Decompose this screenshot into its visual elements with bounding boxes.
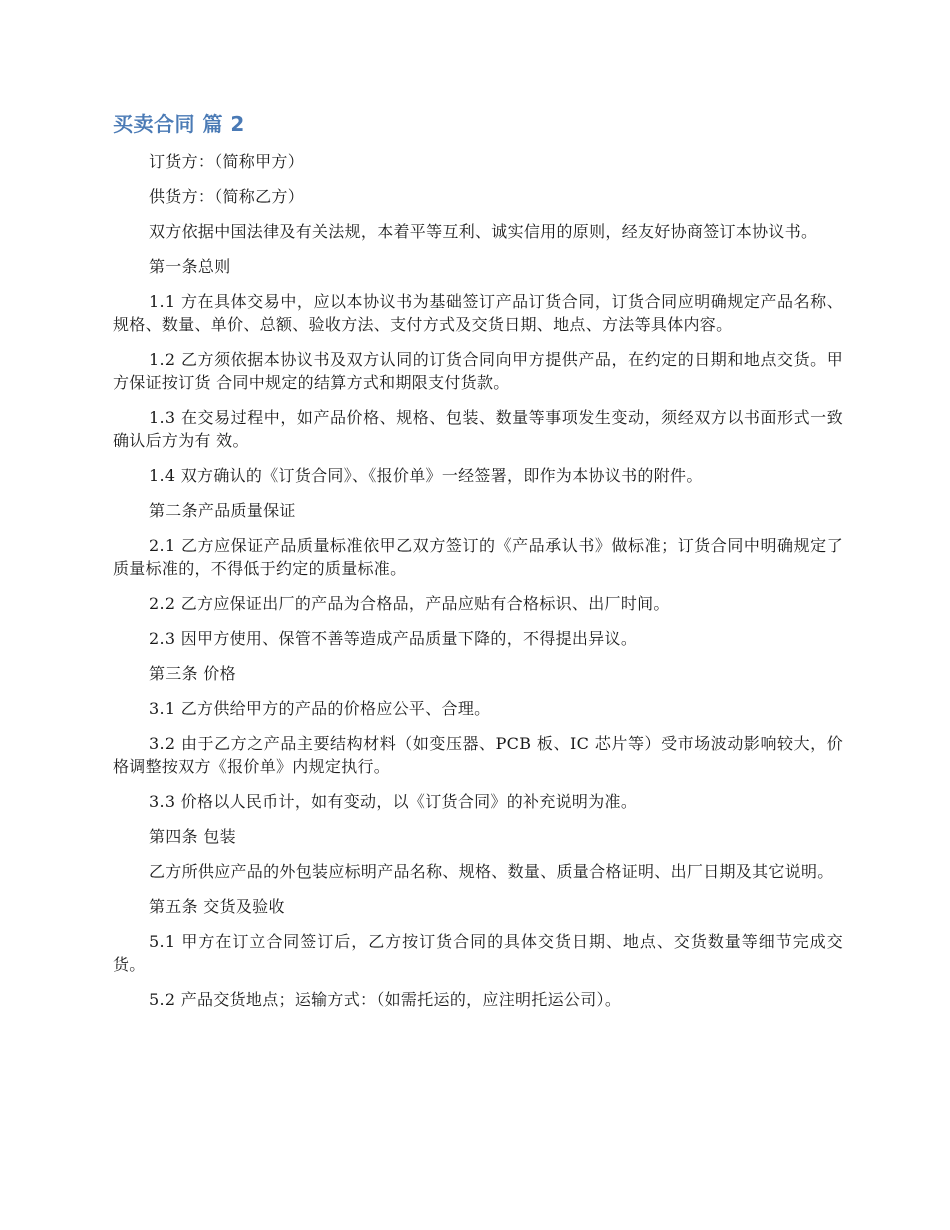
clause-3-2: 3.2 由于乙方之产品主要结构材料（如变压器、PCB 板、IC 芯片等）受市场波动影响较大，价格调整按双方《报价单》内规定执行。 xyxy=(113,734,843,776)
preamble-paragraph: 双方依据中国法律及有关法规，本着平等互利、诚实信用的原则，经友好协商签订本协议书。 xyxy=(149,222,818,241)
article-2-heading: 第二条产品质量保证 xyxy=(149,501,296,520)
orderer-line: 订货方：（简称甲方） xyxy=(149,152,305,171)
document-page xyxy=(113,110,843,1023)
clause-3-3: 3.3 价格以人民币计，如有变动，以《订货合同》的补充说明为准。 xyxy=(149,792,638,811)
clause-2-1: 2.1 乙方应保证产品质量标准依甲乙双方签订的《产品承认书》做标准；订货合同中明确规定了质量标准的，不得低于约定的质量标准。 xyxy=(113,536,843,578)
clause-1-3: 1.3 在交易过程中，如产品价格、规格、包装、数量等事项发生变动，须经双方以书面形式一致确认后方为有 效。 xyxy=(113,408,843,450)
clause-5-1: 5.1 甲方在订立合同签订后，乙方按订货合同的具体交货日期、地点、交货数量等细节完成交货。 xyxy=(113,932,843,974)
clause-2-2: 2.2 乙方应保证出厂的产品为合格品，产品应贴有合格标识、出厂时间。 xyxy=(149,594,670,613)
article-1-heading: 第一条总则 xyxy=(149,257,231,276)
clause-3-1: 3.1 乙方供给甲方的产品的价格应公平、合理。 xyxy=(149,699,491,718)
packaging-paragraph: 乙方所供应产品的外包装应标明产品名称、规格、数量、质量合格证明、出厂日期及其它说明。 xyxy=(149,862,834,881)
clause-5-2: 5.2 产品交货地点；运输方式：（如需托运的，应注明托运公司）。 xyxy=(149,990,622,1009)
clause-1-2: 1.2 乙方须依据本协议书及双方认同的订货合同向甲方提供产品，在约定的日期和地点交货。甲方保证按订货 合同中规定的结算方式和期限支付货款。 xyxy=(113,350,843,392)
clause-2-3: 2.3 因甲方使用、保管不善等造成产品质量下降的，不得提出异议。 xyxy=(149,629,638,648)
clause-1-4: 1.4 双方确认的《订货合同》、《报价单》一经签署，即作为本协议书的附件。 xyxy=(149,466,703,485)
document-title: 买卖合同 篇 2 xyxy=(113,112,245,136)
supplier-line: 供货方：（简称乙方） xyxy=(149,187,305,206)
clause-1-1: 1.1 方在具体交易中，应以本协议书为基础签订产品订货合同，订货合同应明确规定产品名称、规格、数量、单价、总额、验收方法、支付方式及交货日期、地点、方法等具体内容。 xyxy=(113,292,843,334)
article-5-heading: 第五条 交货及验收 xyxy=(149,897,285,916)
article-3-heading: 第三条 价格 xyxy=(149,664,236,683)
article-4-heading: 第四条 包装 xyxy=(149,827,236,846)
